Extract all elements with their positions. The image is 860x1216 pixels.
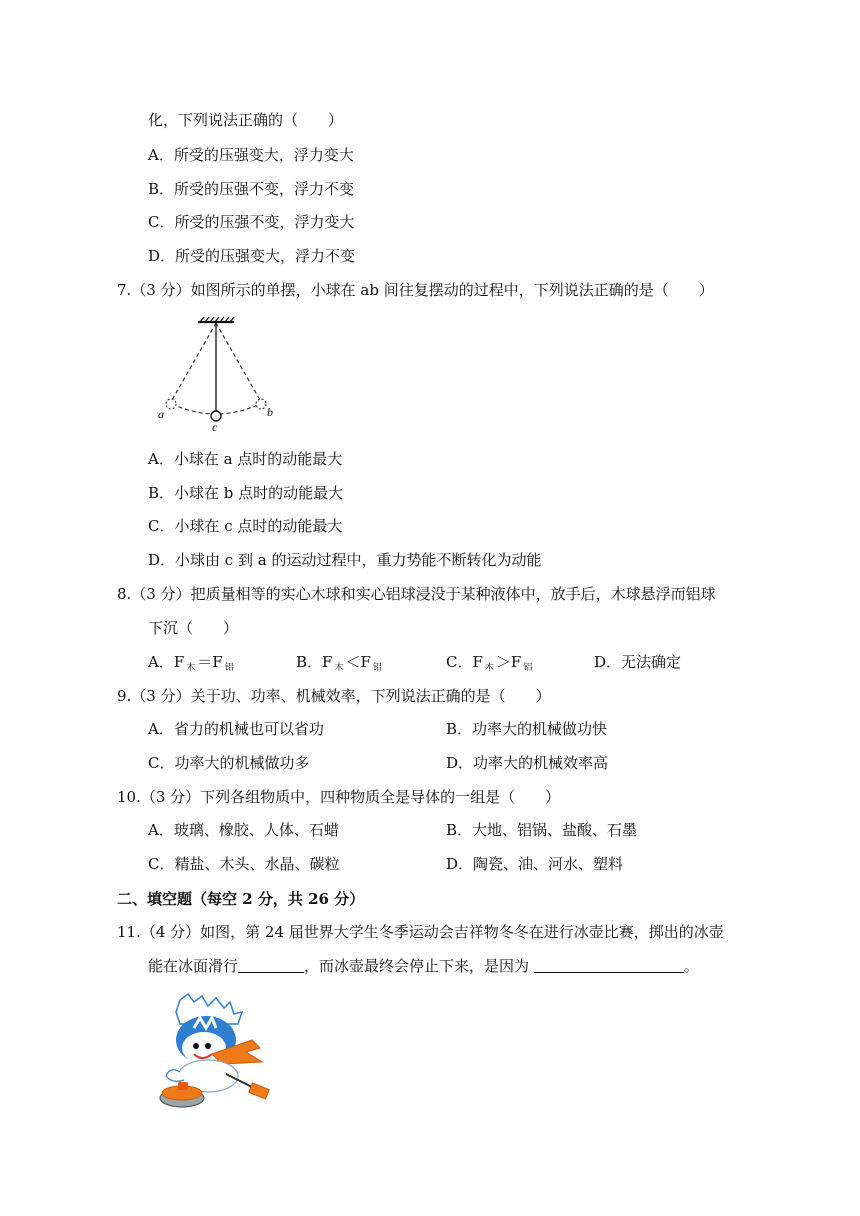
q9-option-d[interactable]: D．功率大的机械效率高	[446, 754, 609, 772]
q10-stem: 10.（3 分）下列各组物质中，四种物质全是导体的一组是（ ）	[117, 788, 561, 806]
q8-stem-continuation: 下沉（ ）	[148, 619, 239, 637]
q11-blank-1[interactable]	[238, 958, 304, 973]
q10-option-d[interactable]: D．陶瓷、油、河水、塑料	[446, 855, 624, 873]
q11-stem: 11.（4 分）如图，第 24 届世界大学生冬季运动会吉祥物冬冬在进行冰壶比赛，掷出的冰壶	[117, 923, 724, 941]
q6-option-c[interactable]: C．所受的压强不变，浮力变大	[148, 213, 355, 231]
label-c: c	[212, 420, 218, 432]
q8-option-b[interactable]: B．F $_木$ ＜F $_铝$	[296, 653, 382, 673]
section-2-heading: 二、填空题（每空 2 分，共 26 分）	[117, 890, 365, 908]
q10-option-c[interactable]: C．精盐、木头、水晶、碳粒	[148, 855, 340, 873]
q9-option-b[interactable]: B．功率大的机械做功快	[446, 720, 608, 738]
ceiling-mount	[198, 317, 234, 322]
q7-stem: 7.（3 分）如图所示的单摆，小球在 ab 间往复摆动的过程中，下列说法正确的是（ ）	[117, 281, 714, 299]
q11-blank-2[interactable]	[534, 958, 684, 973]
q8-stem: 8.（3 分）把质量相等的实心木球和实心铝球浸没于某种液体中，放手后，木球悬浮而铝球	[117, 585, 716, 603]
q6-option-d[interactable]: D．所受的压强变大，浮力不变	[148, 247, 356, 265]
q7-option-a[interactable]: A．小球在 a 点时的动能最大	[148, 450, 343, 468]
q9-option-a[interactable]: A．省力的机械也可以省功	[148, 720, 324, 738]
ball-a	[166, 399, 176, 409]
right-dashed-string	[216, 323, 260, 400]
q6-stem-continuation: 化，下列说法正确的（ ）	[148, 111, 344, 129]
q10-option-b[interactable]: B．大地、铝锅、盐酸、石墨	[446, 821, 638, 839]
pendulum-figure	[150, 312, 280, 432]
q8-option-a[interactable]: A．F $_木$ ＝F $_铝$	[148, 653, 234, 673]
q7-option-d[interactable]: D．小球由 c 到 a 的运动过程中，重力势能不断转化为动能	[148, 551, 542, 569]
q9-option-c[interactable]: C．功率大的机械做功多	[148, 754, 310, 772]
label-b: b	[267, 405, 273, 419]
q10-option-a[interactable]: A．玻璃、橡胶、人体、石蜡	[148, 821, 339, 839]
q6-option-a[interactable]: A．所受的压强变大，浮力变大	[148, 146, 354, 164]
q9-stem: 9.（3 分）关于功、功率、机械效率，下列说法正确的是（ ）	[117, 687, 551, 705]
q7-option-c[interactable]: C．小球在 c 点时的动能最大	[148, 517, 343, 535]
q8-option-d[interactable]: D．无法确定	[594, 653, 682, 671]
curling-mascot-image	[150, 992, 275, 1112]
q11-stem-continuation: 能在冰面滑行 ，而冰壶最终会停止下来，是因为 。	[148, 957, 699, 975]
left-dashed-string	[172, 323, 216, 400]
ball-b	[256, 399, 266, 409]
q8-option-c[interactable]: C．F $_木$ ＞F $_铝$	[446, 653, 533, 673]
label-a: a	[158, 407, 164, 421]
q7-option-b[interactable]: B．小球在 b 点时的动能最大	[148, 484, 344, 502]
q6-option-b[interactable]: B．所受的压强不变，浮力不变	[148, 180, 355, 198]
